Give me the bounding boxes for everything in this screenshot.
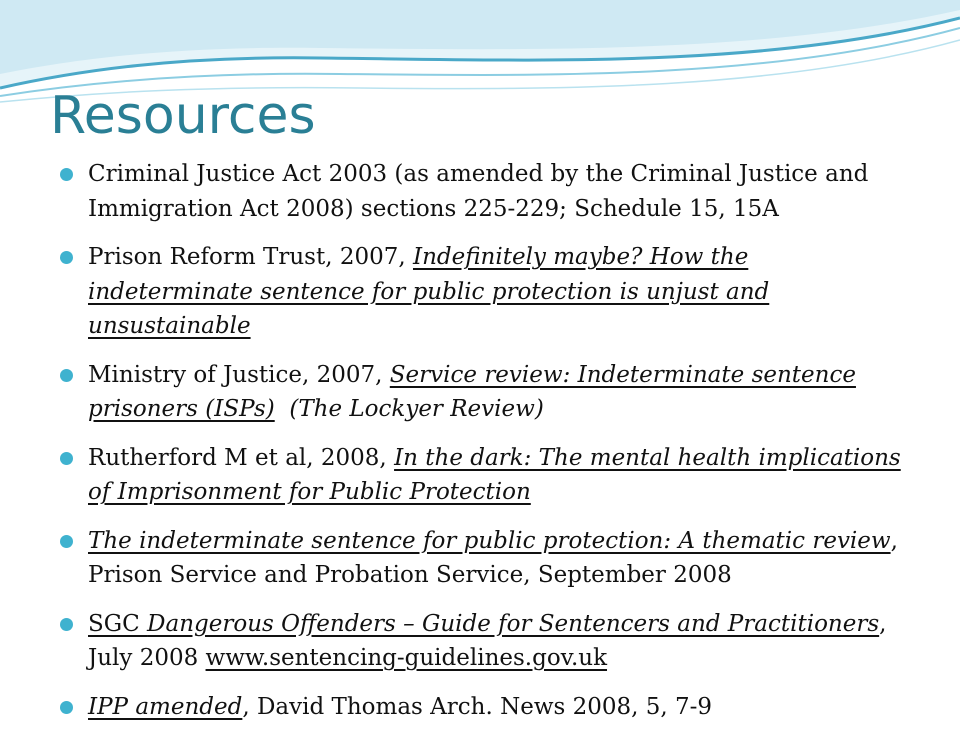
bullet-icon [60,701,73,714]
list-item: IPP amended, David Thomas Arch. News 2008, 5, 7-9 [0,690,960,725]
resource-title-link[interactable]: Service review: Indeterminate sentence prisoners (ISPs) [88,361,856,422]
bullet-icon [60,251,73,264]
resource-title-link[interactable]: Indefinitely maybe? How the indeterminate sentence for public protection is unjust and unsustainable [88,244,770,339]
bullet-icon [60,452,73,465]
bullet-icon [60,369,73,382]
website-link[interactable]: www.sentencing-guidelines.gov.uk [205,645,608,671]
bullet-icon [60,535,73,548]
resource-title-link[interactable]: IPP amended [88,693,243,720]
list-item: Ministry of Justice, 2007, Service review: Indeterminate sentence prisoners (ISPs) (The Lockyer Review) [0,358,960,427]
list-item: The indeterminate sentence for public protection: A thematic review, Prison Service and Probation Service, September 2008 [0,524,960,593]
list-item: SGC Dangerous Offenders – Guide for Sentencers and Practitioners, July 2008 www.sentencing-guidelines.gov.uk [0,607,960,676]
list-item: Prison Reform Trust, 2007, Indefinitely maybe? How the indeterminate sentence for public protection is unjust and unsustainable [0,240,960,344]
list-item: Criminal Justice Act 2003 (as amended by the Criminal Justice and Immigration Act 2008) sections 225-229; Schedule 15, 15A [0,157,960,226]
resource-list [0,157,960,738]
bullet-icon [60,168,73,181]
resource-title-link[interactable]: In the dark: The mental health implications of Imprisonment for Public Protection [88,444,901,505]
resource-title-link[interactable]: Dangerous Offenders – Guide for Sentencers and Practitioners [147,610,880,637]
slide-title: Resources [50,86,316,146]
list-item: Rutherford M et al, 2008, In the dark: The mental health implications of Imprisonment for Public Protection [0,441,960,510]
bullet-icon [60,618,73,631]
resource-title-link[interactable]: The indeterminate sentence for public protection: A thematic review [88,527,891,554]
